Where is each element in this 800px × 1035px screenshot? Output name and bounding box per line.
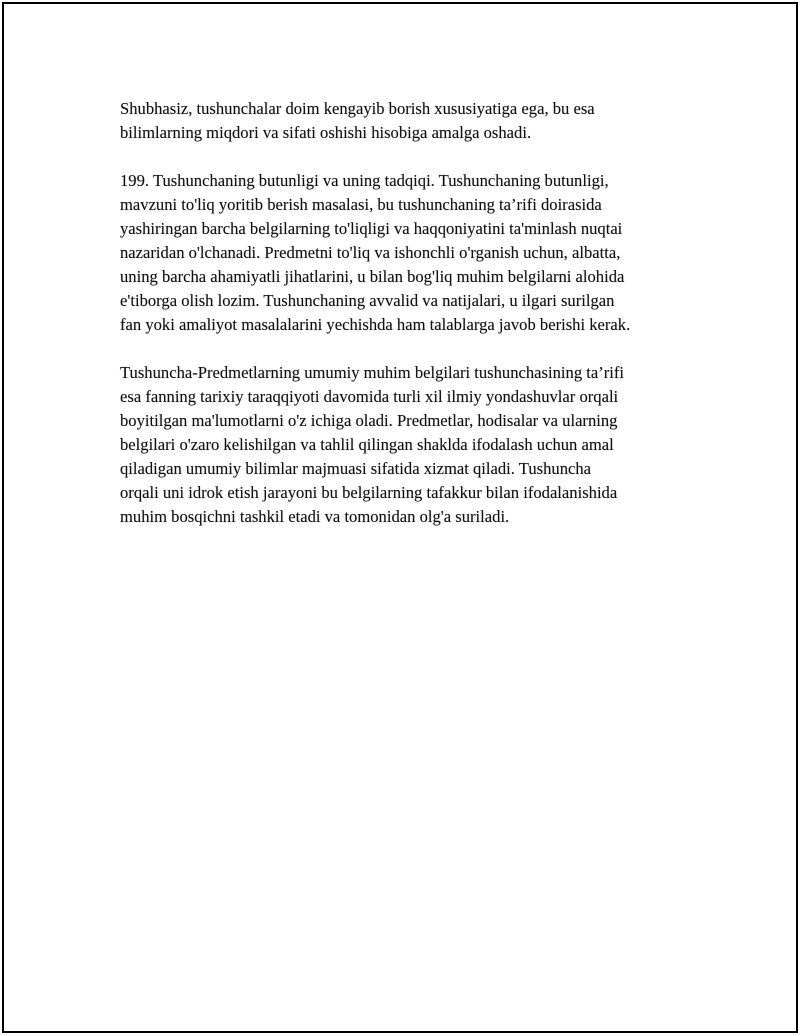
text-line: uning barcha ahamiyatli jihatlarini, u bilan bog'liq muhim belgilarni alohida [120, 267, 625, 286]
text-line: mavzuni to'liq yoritib berish masalasi, bu tushunchaning ta’rifi doirasida [120, 195, 602, 214]
text-line: muhim bosqichni tashkil etadi va tomonidan olg'a suriladi. [120, 507, 510, 526]
text-line: boyitilgan ma'lumotlarni o'z ichiga oladi. Predmetlar, hodisalar va ularning [120, 411, 618, 430]
text-line: qiladigan umumiy bilimlar majmuasi sifatida xizmat qiladi. Tushuncha [120, 459, 592, 478]
text-line: e'tiborga olish lozim. Tushunchaning avvalid va natijalari, u ilgari surilgan [120, 291, 615, 310]
paragraph-1 [120, 97, 700, 145]
body-text [120, 97, 700, 553]
text-line: yashiringan barcha belgilarning to'liqligi va haqqoniyatini ta'minlash nuqtai [120, 219, 623, 238]
text-line: 199. Tushunchaning butunligi va uning tadqiqi. Tushunchaning butunligi, [120, 171, 609, 190]
text-line: esa fanning tarixiy taraqqiyoti davomida turli xil ilmiy yondashuvlar orqali [120, 387, 619, 406]
document-page [2, 2, 798, 1033]
text-line: orqali uni idrok etish jarayoni bu belgilarning tafakkur bilan ifodalanishida [120, 483, 618, 502]
text-line: bilimlarning miqdori va sifati oshishi hisobiga amalga oshadi. [120, 123, 532, 142]
text-line: fan yoki amaliyot masalalarini yechishda ham talablarga javob berishi kerak. [120, 315, 631, 334]
text-line: belgilari o'zaro kelishilgan va tahlil qilingan shaklda ifodalash uchun amal [120, 435, 614, 454]
paragraph-2 [120, 169, 700, 337]
text-line: Tushuncha-Predmetlarning umumiy muhim belgilari tushunchasining ta’rifi [120, 363, 625, 382]
paragraph-3 [120, 361, 700, 529]
text-line: Shubhasiz, tushunchalar doim kengayib borish xususiyatiga ega, bu esa [120, 99, 595, 118]
text-line: nazaridan o'lchanadi. Predmetni to'liq va ishonchli o'rganish uchun, albatta, [120, 243, 621, 262]
